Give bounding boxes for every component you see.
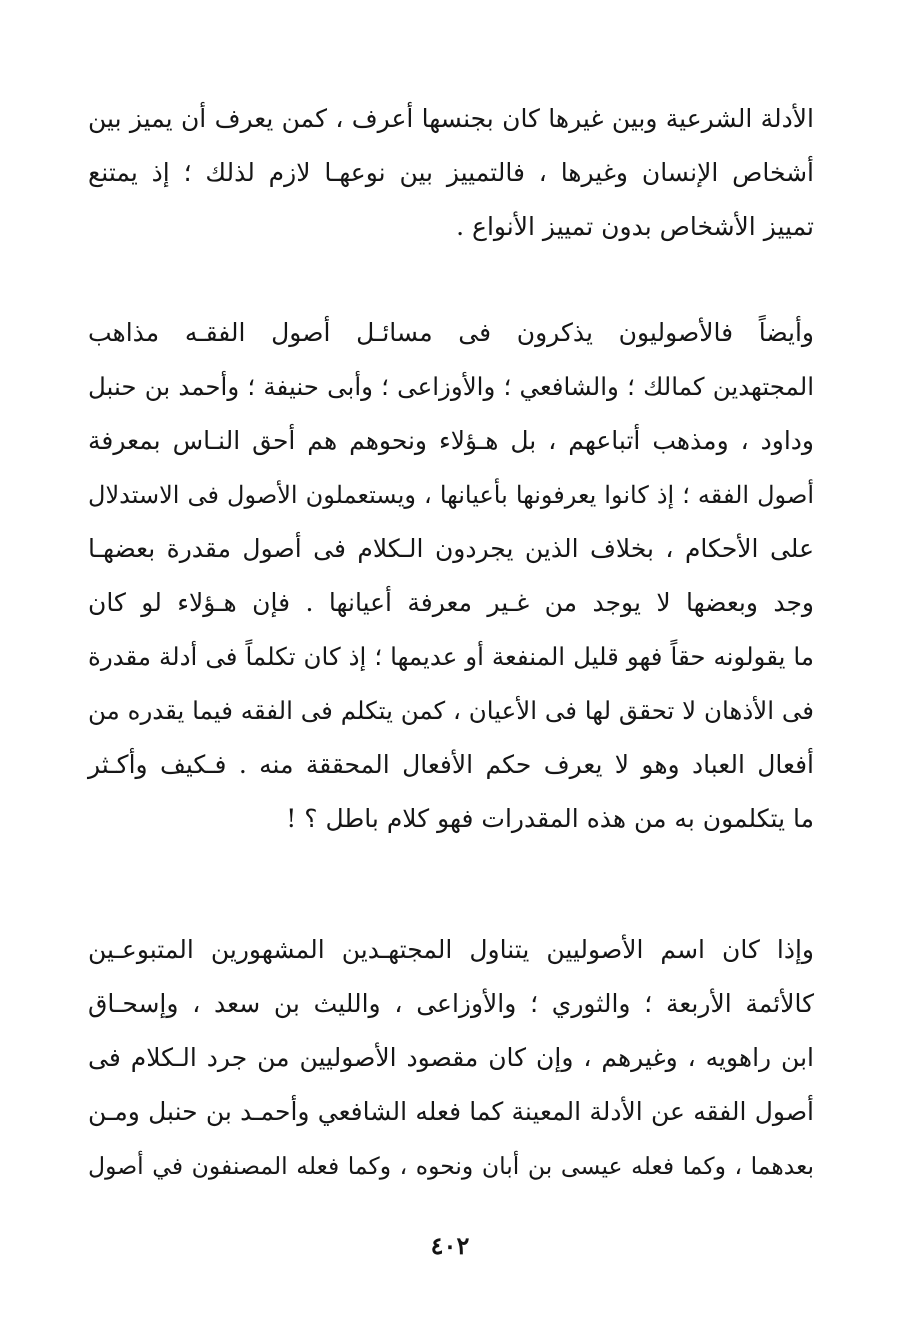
- text-line: أفعال العباد وهو لا يعرف حكم الأفعال المحققة منه . فـكيف وأكـثر: [88, 750, 814, 779]
- text-line: وإذا كان اسم الأصوليين يتناول المجتهـدين المشهورين المتبوعـين: [88, 935, 814, 964]
- text-line: على الأحكام ، بخلاف الذين يجردون الـكلام فى أصول مقدرة بعضهـا: [88, 534, 814, 563]
- text-line: ابن راهويه ، وغيرهم ، وإن كان مقصود الأصوليين من جرد الـكلام فى: [88, 1043, 814, 1072]
- text-line: وداود ، ومذهب أتباعهم ، بل هـؤلاء ونحوهم هم أحق النـاس بمعرفة: [88, 426, 814, 455]
- text-line: أصول الفقه ؛ إذ كانوا يعرفونها بأعيانها ، ويستعملون الأصول فى الاستدلال: [88, 481, 815, 509]
- text-line: الأدلة الشرعية وبين غيرها كان بجنسها أعرف ، كمن يعرف أن يميز بين: [88, 104, 814, 133]
- text-line: أصول الفقه عن الأدلة المعينة كما فعله الشافعي وأحمـد بن حنبل ومـن: [88, 1097, 814, 1126]
- paragraph-1: [88, 92, 814, 254]
- text-line: أشخاص الإنسان وغيرها ، فالتمييز بين نوعهـا لازم لذلك ؛ إذ يمتنع: [88, 158, 814, 187]
- text-line: وجد وبعضها لا يوجد من غـير معرفة أعيانها . فإن هـؤلاء لو كان: [88, 588, 814, 617]
- text-line: المجتهدين كمالك ؛ والشافعي ؛ والأوزاعى ؛ وأبى حنيفة ؛ وأحمد بن حنبل: [88, 372, 814, 401]
- text-line: فى الأذهان لا تحقق لها فى الأعيان ، كمن يتكلم فى الفقه فيما يقدره من: [88, 696, 814, 725]
- text-line: تمييز الأشخاص بدون تمييز الأنواع .: [456, 212, 814, 241]
- page-number: ٤٠٢: [430, 1231, 470, 1260]
- text-line: كالأئمة الأربعة ؛ والثوري ؛ والأوزاعى ، والليث بن سعد ، وإسحـاق: [88, 989, 814, 1018]
- text-line: وأيضاً فالأصوليون يذكرون فى مسائـل أصول الفقـه مذاهب: [88, 318, 814, 347]
- text-line: ما يتكلمون به من هذه المقدرات فهو كلام باطل ؟ !: [286, 804, 814, 833]
- paragraph-3: [88, 923, 814, 1193]
- paragraph-2: [88, 306, 814, 846]
- text-line: بعدهما ، وكما فعله عيسى بن أبان ونحوه ، وكما فعله المصنفون في أصول: [88, 1152, 814, 1180]
- text-line: ما يقولونه حقاً فهو قليل المنفعة أو عديمها ؛ إذ كان تكلماً فى أدلة مقدرة: [88, 642, 814, 671]
